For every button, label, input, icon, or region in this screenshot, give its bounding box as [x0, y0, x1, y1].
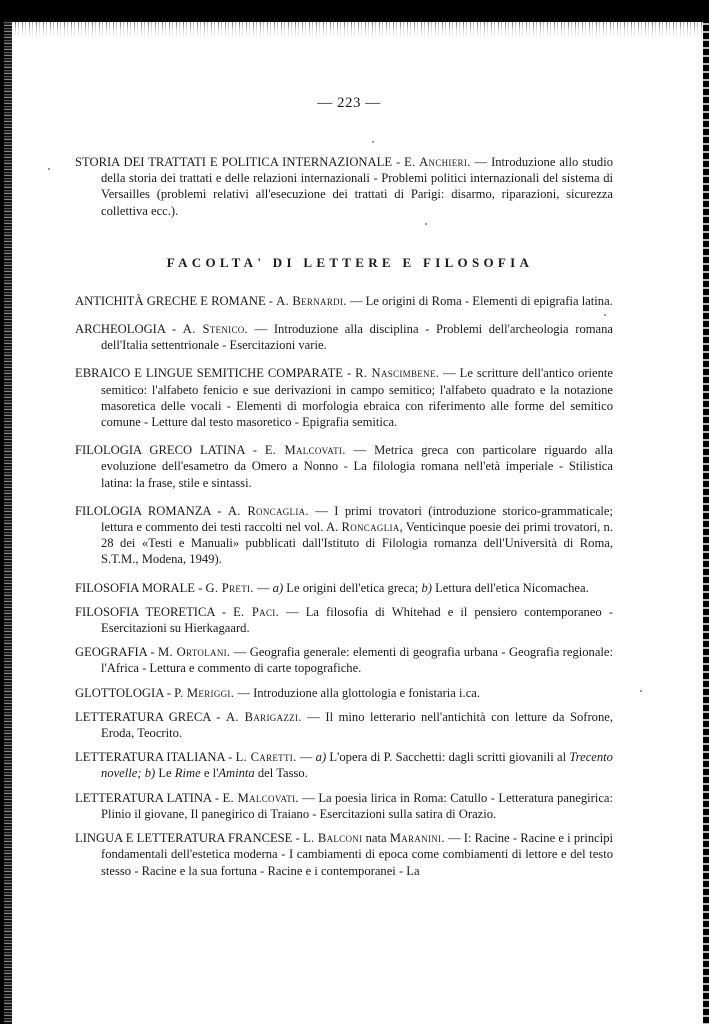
course-entry: [75, 709, 613, 741]
course-entry: [75, 293, 613, 309]
scan-top-noise: [8, 22, 703, 38]
course-subject: LETTERATURA ITALIANA: [75, 750, 225, 765]
dash: —: [298, 790, 319, 805]
dash: —: [308, 503, 335, 518]
course-subject: STORIA DEI TRATTATI E POLITICA INTERNAZIONALE: [75, 155, 393, 169]
separator: -: [195, 580, 206, 595]
list-marker-a: a): [272, 580, 284, 595]
course-teacher: P. Meriggi.: [174, 685, 235, 700]
cited-author: Roncaglia: [341, 520, 400, 535]
dash: —: [296, 750, 316, 765]
course-teacher: E. Paci.: [233, 604, 280, 619]
course-entry: [75, 830, 613, 879]
course-description: I: Racine - Racine e i princìpi fondamentali dell'estetica moderna - I cambiamenti di epoca come combiamenti di lettore e del testo stesso - Racine e la sua fortuna - Racine e i contemporanei - La: [101, 831, 613, 878]
dash: —: [234, 685, 254, 700]
dash: —: [470, 155, 492, 169]
list-marker-a: a): [315, 750, 327, 765]
course-description-cont: Lettura dell'etica Nicomachea.: [431, 580, 589, 595]
course-entry: [75, 580, 613, 596]
scan-right-border: [703, 20, 709, 1024]
course-description: I primi trovatori (introduzione storico-grammaticale; lettura e commento dei testi raccolti nel vol. A.: [101, 503, 614, 535]
separator: -: [147, 645, 159, 660]
course-teacher: A. Roncaglia.: [227, 503, 309, 518]
course-subject: ARCHEOLOGIA: [75, 322, 166, 337]
scan-top-border: [0, 0, 709, 22]
dash: —: [346, 293, 366, 308]
course-description: La poesia lirica in Roma: Catullo - Letteratura panegirica: Plinio il giovane, Il panegirico di Traiano - Esercitazioni sulla satira di Orazio.: [101, 790, 613, 821]
course-description: Introduzione alla disciplina - Problemi dell'archeologia romana dell'Italia settentrionale - Esercitazioni varie.: [101, 322, 614, 353]
course-entry: [75, 365, 613, 430]
separator: -: [163, 685, 175, 700]
course-subject: GLOTTOLOGIA: [75, 685, 164, 700]
separator: -: [244, 443, 265, 458]
course-teacher: E. Malcovati.: [264, 443, 346, 458]
course-description-cont: , Venticinque poesie dei primi trovatori, n. 28 dei «Testi e Manuali» pubblicati dall'Istituto di Filologia romanza dell'Università di Roma, S.T.M., Modena, 1949).: [101, 520, 613, 567]
course-teacher: A. Bernardi.: [276, 293, 347, 308]
course-entry: [75, 442, 613, 491]
course-teacher: E. Anchieri.: [404, 155, 471, 169]
course-subject: FILOLOGIA GRECO LATINA: [75, 443, 245, 458]
course-description-cont: del Tasso.: [254, 766, 308, 781]
course-teacher: M. Ortolani.: [158, 645, 231, 660]
work-title-rime: Rime: [174, 766, 201, 781]
separator: -: [214, 604, 234, 619]
course-teacher: A. Barigazzi.: [225, 709, 302, 724]
course-description: La filosofia di Whitehad e il pensiero contemporaneo - Esercitazioni su Hierkagaard.: [101, 604, 613, 636]
course-description: L'opera di P. Sacchetti: dagli scritti giovanili al: [326, 750, 570, 765]
course-teacher: G. Preti.: [205, 580, 254, 595]
course-description: Le scritture dell'antico oriente semitico: l'alfabeto fenicio e sue derivazioni in campo semitico; l'alfabeto quadrato e la notazione masoretica delle vocali - Elementi di morfologia ebraica con riferimento alle forme del semitico comune - Letture dal testo masoretico - Epigrafia semitica.: [101, 366, 613, 430]
list-marker-b: b): [421, 580, 432, 595]
dash: —: [345, 443, 375, 458]
work-title-aminta: Aminta: [218, 766, 255, 781]
separator: -: [292, 831, 303, 846]
course-entry: [75, 503, 613, 568]
separator: -: [211, 790, 223, 805]
separator: -: [265, 293, 277, 308]
course-description: Introduzione allo studio della storia dei trattati e delle relazioni internazionali - Problemi politici internazionali del sistema di Versailles (problemi relativi all'esecuzione dei trattati di Parigi: disarmo, riparazioni, sicurezza collettiva ecc.).: [101, 155, 613, 218]
scan-speck: [604, 314, 606, 316]
course-description: Il mino letterario nell'antichità con letture da Sofrone, Eroda, Teocrito.: [101, 709, 613, 741]
teacher-note: nata: [362, 831, 390, 846]
scan-speck: [640, 690, 642, 692]
course-teacher: E. Malcovati.: [222, 790, 299, 805]
course-entry: [75, 685, 613, 701]
course-teacher: L. Caretti.: [235, 750, 297, 765]
dash: —: [301, 709, 326, 724]
dash: —: [230, 645, 250, 660]
page-number: — 223 —: [317, 95, 381, 111]
separator: -: [165, 322, 183, 337]
dash: —: [253, 580, 273, 595]
dash: —: [439, 366, 460, 381]
course-entry-storia-trattati: [75, 154, 613, 219]
separator: -: [210, 709, 226, 724]
course-description: Le origini di Roma - Elementi di epigrafia latina.: [365, 293, 613, 308]
course-subject: FILOLOGIA ROMANZA: [75, 503, 211, 518]
course-subject: LETTERATURA GRECA: [75, 709, 211, 724]
scan-left-border-dark: [0, 20, 4, 1024]
course-description: Introduzione alla glottologia e fonistaria i.ca.: [253, 685, 481, 700]
course-subject: ANTICHITÀ GRECHE E ROMANE: [75, 293, 266, 308]
course-teacher-maiden-name: Maranini.: [389, 831, 445, 846]
course-teacher: A. Stenico.: [182, 322, 248, 337]
course-entry: [75, 749, 613, 781]
course-subject: EBRAICO E LINGUE SEMITICHE COMPARATE: [75, 366, 343, 381]
course-description: Geografia generale: elementi di geografia urbana - Geografia regionale: l'Africa - Lettura e commento di carte topografiche.: [101, 645, 614, 676]
course-description-cont: Le: [155, 766, 175, 781]
course-subject: LETTERATURA LATINA: [75, 790, 212, 805]
faculty-heading: FACOLTA' DI LETTERE E FILOSOFIA: [166, 254, 534, 270]
course-entry: [75, 321, 613, 353]
dash: —: [279, 604, 306, 619]
scan-speck: [48, 168, 50, 170]
course-entry: [75, 604, 613, 636]
course-description: Metrica greca con particolare riguardo alla evoluzione dell'esametro da Omero a Nonno - La filologia romana nell'età imperiale - Stilistica latina: la frase, stile e sintassi.: [101, 443, 613, 490]
course-description: Le origini dell'etica greca;: [283, 580, 422, 595]
work-title-trecento-novelle: Trecento novelle; b): [101, 750, 613, 781]
course-subject: LINGUA E LETTERATURA FRANCESE: [75, 831, 293, 846]
separator: -: [392, 155, 405, 169]
dash: —: [444, 831, 464, 846]
dash: —: [248, 322, 274, 337]
course-subject: FILOSOFIA MORALE: [75, 580, 196, 595]
scan-speck: [425, 223, 427, 225]
separator: -: [343, 366, 356, 381]
course-description-cont: e l': [200, 766, 219, 781]
separator: -: [224, 750, 236, 765]
document-page: [75, 95, 613, 887]
course-entry: [75, 790, 613, 822]
course-teacher: L. Balconi: [302, 831, 363, 846]
course-teacher: R. Nascimbene.: [355, 366, 440, 381]
course-entry: [75, 644, 613, 676]
course-subject: FILOSOFIA TEORETICA: [75, 604, 215, 619]
separator: -: [210, 503, 228, 518]
scan-speck: [372, 141, 374, 143]
course-subject: GEOGRAFIA: [75, 645, 148, 660]
